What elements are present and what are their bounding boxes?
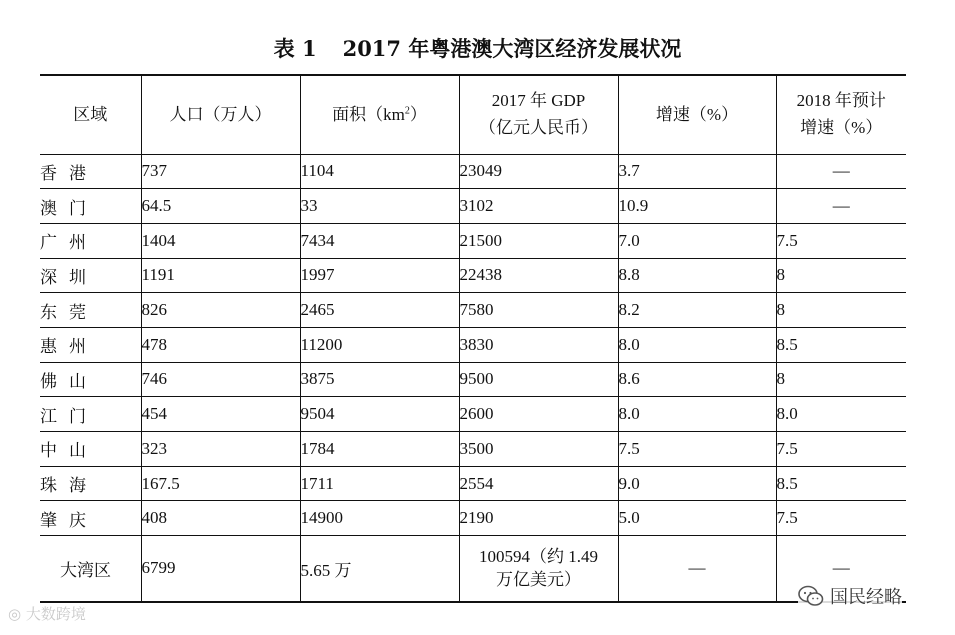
watermark-left: ◎ 大数跨境 (8, 605, 86, 623)
cell-area: 1104 (300, 154, 459, 189)
table-row (40, 466, 906, 501)
cell-growth: 7.0 (618, 223, 776, 258)
cell-growth: 10.9 (618, 189, 776, 224)
cell-area: 1784 (300, 432, 459, 467)
cell-area: 11200 (300, 327, 459, 362)
table-row (40, 432, 906, 467)
cell-gdp: 2600 (459, 397, 618, 432)
cell-area: 5.65 万 (300, 536, 459, 602)
cell-region: 澳门 (40, 189, 141, 224)
economy-table (40, 74, 906, 603)
header-row (40, 75, 906, 154)
cell-growth: 8.0 (618, 327, 776, 362)
cell-population: 826 (141, 293, 300, 328)
cell-growth: 8.0 (618, 397, 776, 432)
cell-area: 7434 (300, 223, 459, 258)
cell-population: 746 (141, 362, 300, 397)
weibo-icon: ◎ (8, 605, 22, 623)
cell-growth: 5.0 (618, 501, 776, 536)
cell-population: 454 (141, 397, 300, 432)
cell-forecast: 7.5 (776, 223, 906, 258)
cell-growth: 8.2 (618, 293, 776, 328)
cell-growth: 8.8 (618, 258, 776, 293)
table-number: 表 1 (273, 36, 317, 61)
cell-area: 33 (300, 189, 459, 224)
cell-gdp: 22438 (459, 258, 618, 293)
cell-area: 2465 (300, 293, 459, 328)
cell-population: 167.5 (141, 466, 300, 501)
cell-gdp: 7580 (459, 293, 618, 328)
cell-population: 1404 (141, 223, 300, 258)
cell-region: 佛山 (40, 362, 141, 397)
cell-region: 大湾区 (40, 536, 141, 602)
cell-population: 6799 (141, 536, 300, 602)
cell-population: 408 (141, 501, 300, 536)
cell-growth: 8.6 (618, 362, 776, 397)
cell-forecast: 8 (776, 258, 906, 293)
cell-area: 1997 (300, 258, 459, 293)
table-title-text: 2017 年粤港澳大湾区经济发展状况 (342, 36, 682, 61)
table-row (40, 293, 906, 328)
cell-gdp: 100594（约 1.49 万亿美元） (459, 536, 618, 602)
cell-region: 深圳 (40, 258, 141, 293)
cell-region: 中山 (40, 432, 141, 467)
cell-forecast: 8.5 (776, 327, 906, 362)
table-row (40, 154, 906, 189)
cell-gdp: 23049 (459, 154, 618, 189)
table-row (40, 189, 906, 224)
cell-gdp: 9500 (459, 362, 618, 397)
cell-gdp: 3500 (459, 432, 618, 467)
cell-population: 1191 (141, 258, 300, 293)
cell-population: 323 (141, 432, 300, 467)
header-area: 面积$(km^2)$ (300, 75, 459, 154)
table-row (40, 223, 906, 258)
cell-forecast: 8 (776, 293, 906, 328)
header-population: 人口（万人） (141, 75, 300, 154)
cell-growth: — (618, 536, 776, 602)
cell-forecast: 7.5 (776, 432, 906, 467)
header-gdp: 2017 年 GDP （亿元人民币） (459, 75, 618, 154)
watermark-right-text: 国民经略 (830, 587, 902, 608)
cell-forecast: 8.5 (776, 466, 906, 501)
cell-region: 惠州 (40, 327, 141, 362)
cell-area: 3875 (300, 362, 459, 397)
wechat-icon (798, 585, 824, 607)
header-region: 区域 (40, 75, 141, 154)
cell-forecast: 7.5 (776, 501, 906, 536)
table-row (40, 397, 906, 432)
cell-population: 737 (141, 154, 300, 189)
cell-gdp: 3830 (459, 327, 618, 362)
cell-gdp: 2190 (459, 501, 618, 536)
cell-forecast: — (776, 189, 906, 224)
watermark-right (798, 583, 902, 609)
cell-growth: 9.0 (618, 466, 776, 501)
table-row (40, 501, 906, 536)
cell-area: 9504 (300, 397, 459, 432)
cell-forecast: 8.0 (776, 397, 906, 432)
header-forecast: 2018 年预计 增速（%） (776, 75, 906, 154)
cell-forecast: — (776, 536, 906, 602)
cell-region: 东莞 (40, 293, 141, 328)
cell-region: 广州 (40, 223, 141, 258)
cell-gdp: 2554 (459, 466, 618, 501)
cell-growth: 7.5 (618, 432, 776, 467)
cell-area: 14900 (300, 501, 459, 536)
cell-gdp: 21500 (459, 223, 618, 258)
header-growth: 增速（%） (618, 75, 776, 154)
cell-region: 江门 (40, 397, 141, 432)
cell-growth: 3.7 (618, 154, 776, 189)
cell-region: 肇庆 (40, 501, 141, 536)
cell-forecast: 8 (776, 362, 906, 397)
cell-population: 64.5 (141, 189, 300, 224)
table-row (40, 258, 906, 293)
table-row (40, 362, 906, 397)
cell-gdp: 3102 (459, 189, 618, 224)
table-title (0, 33, 955, 63)
table-row-total (40, 536, 906, 602)
cell-region: 香港 (40, 154, 141, 189)
cell-region: 珠海 (40, 466, 141, 501)
cell-population: 478 (141, 327, 300, 362)
cell-forecast: — (776, 154, 906, 189)
table-row (40, 327, 906, 362)
cell-area: 1711 (300, 466, 459, 501)
